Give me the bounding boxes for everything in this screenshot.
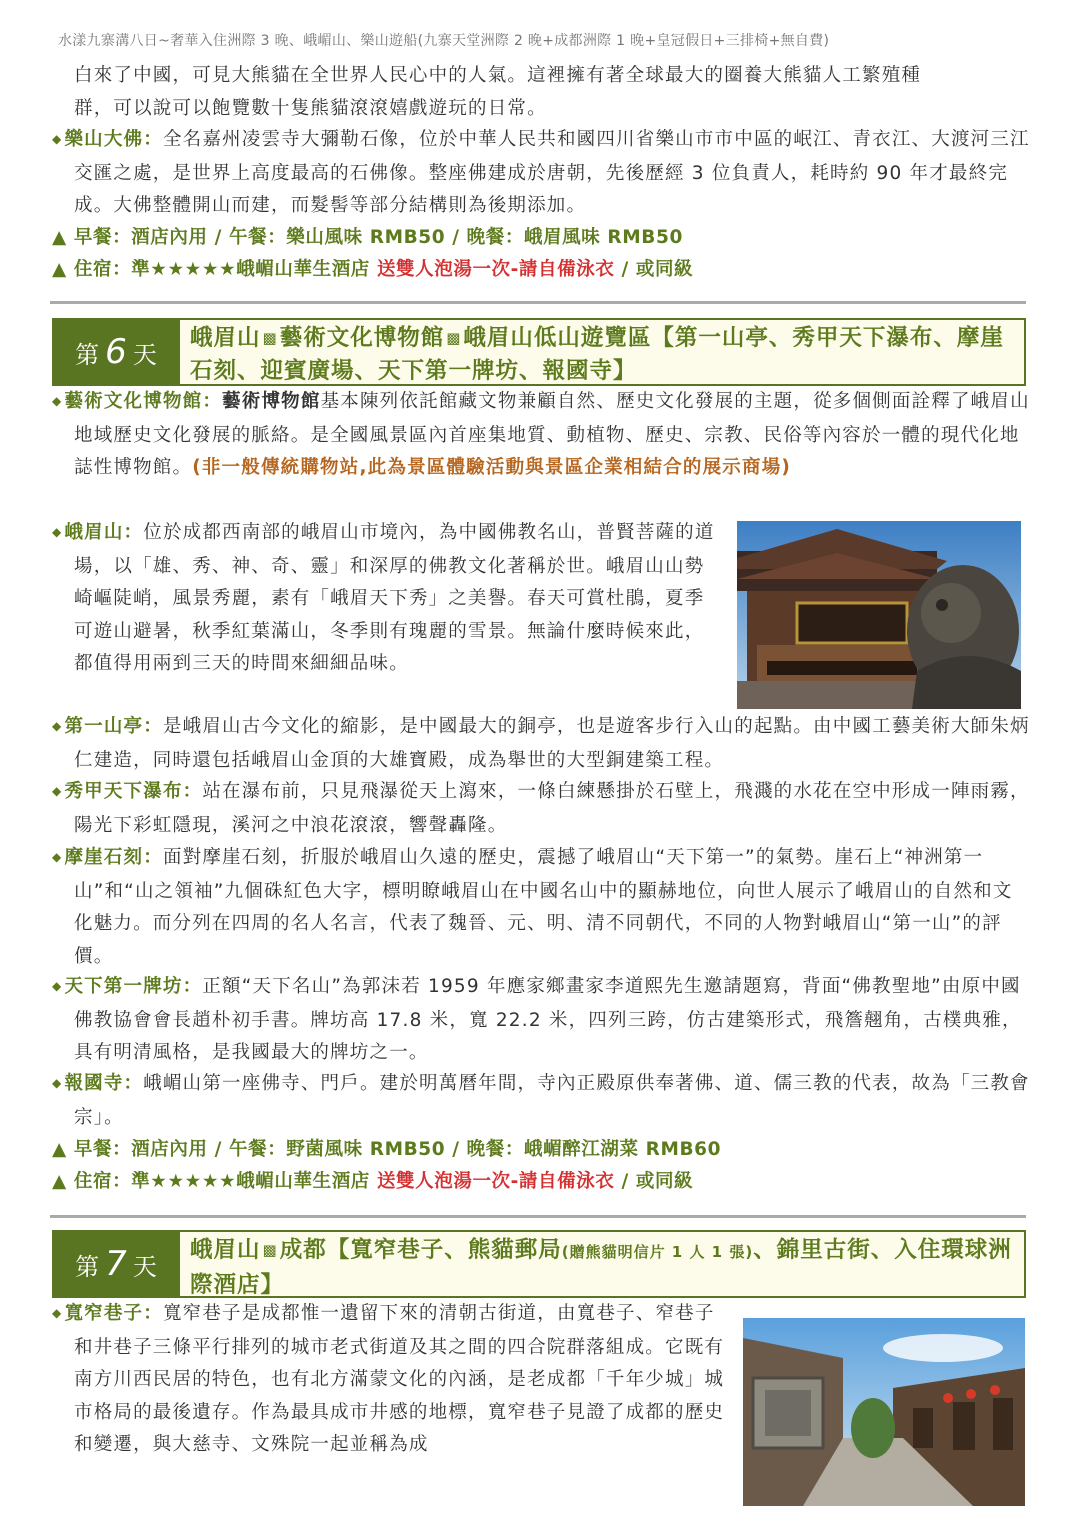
title-segment: 峨眉山低山遊覽區【第一山亭、秀甲天下瀑布、摩崖石刻、迎賓廣場、天下第一牌坊、報國寺】 [190, 325, 1004, 384]
panda-line-2: 群，可以說可以飽覽數十隻熊貓滾滾嬉戲遊玩的日常。 [74, 97, 547, 119]
carving-text: 面對摩崖石刻，折服於峨眉山久遠的歷史，震撼了峨眉山“天下第一”的氣勢。崖石上“神洲第一山”和“山之領袖”九個硃紅色大字，標明瞭峨眉山在中國名山中的顯赫地位，向世人展示了峨眉山的自然和文化魅力。而分列在四周的名人名言，代表了魏晉、元、明、清不同朝代，不同的人物對峨眉山“第一山”的評價。 [74, 847, 1013, 967]
day6-badge [52, 318, 180, 386]
temple-text: 峨嵋山第一座佛寺、門戶。建於明萬曆年間，寺內正殿原供奉著佛、道、儒三教的代表，故為「三教會宗」。 [74, 1073, 1030, 1128]
diamond-bullet-icon: ◆ [52, 850, 63, 864]
carving-label: 摩崖石刻： [64, 847, 163, 868]
day6-meals: ▲ 早餐：酒店內用 / 午餐：野菌風味 RMB50 / 晚餐：峨嵋醉江湖菜 RMB60 [52, 1139, 722, 1160]
leshan-buddha-paragraph [52, 124, 1030, 223]
temple-label: 報國寺： [64, 1073, 144, 1094]
day-label: 第 [75, 340, 100, 369]
leshan-label: 樂山大佛： [64, 129, 163, 150]
baoguo-temple-photo [737, 521, 1021, 709]
carving-paragraph [52, 842, 1030, 973]
diamond-bullet-icon: ◆ [52, 784, 63, 798]
day-label: 第 [75, 1252, 100, 1281]
page-header: 水漾九寨溝八日~奢華入住洲際 3 晚、峨嵋山、樂山遊船(九寨天堂洲際 2 晚+成都洲際 1 晚+皇冠假日+三排椅+無自費) [58, 33, 830, 49]
bus-icon: ▩ [262, 329, 278, 347]
hotel-suffix: / 或同級 [614, 259, 694, 280]
archway-text: 正額“天下名山”為郭沫若 1959 年應家鄉畫家李道熙先生邀請題寫，背面“佛教聖地”由原中國佛教協會會長趙朴初手書。牌坊高 17.8 米，寬 22.2 米，四列三跨，仿古建築形式，飛簷翹角，古樸典雅，具有明清風格，是我國最大的牌坊之一。 [74, 976, 1022, 1063]
diamond-bullet-icon: ◆ [52, 1076, 63, 1090]
bus-icon: ▩ [262, 1241, 278, 1259]
day7-badge [52, 1230, 180, 1298]
day6-hotel [52, 1166, 693, 1198]
museum-text: 基本陳列依託館藏文物兼顧自然、歷史文化發展的主題，從多個側面詮釋了峨眉山地域歷史文化發展的脈絡。是全國風景區內首座集地質、動植物、歷史、宗教、民俗等內容於一體的現代化地誌性博物館。 [74, 391, 1030, 478]
museum-note: (非一般傳統購物站,此為景區體驗活動與景區企業相結合的展示商場) [192, 457, 792, 478]
emei-paragraph [52, 517, 722, 681]
title-note: (贈熊貓明信片 1 人 1 張) [561, 1243, 754, 1261]
day5-hotel [52, 254, 693, 286]
diamond-bullet-icon: ◆ [52, 394, 63, 408]
day7-title [180, 1230, 1026, 1298]
day6-title [180, 318, 1026, 386]
archway-label: 天下第一牌坊： [64, 976, 203, 997]
pavilion-paragraph [52, 711, 1030, 777]
day-unit: 天 [132, 340, 157, 369]
section-divider [50, 301, 1026, 304]
diamond-bullet-icon: ◆ [52, 525, 63, 539]
day-unit: 天 [132, 1252, 157, 1281]
hotel-highlight: 送雙人泡湯一次-請自備泳衣 [376, 1171, 615, 1192]
hotel-suffix: / 或同級 [614, 1171, 694, 1192]
title-segment: 藝術文化博物館 [279, 325, 445, 351]
diamond-bullet-icon: ◆ [52, 1306, 63, 1320]
title-segment: 峨眉山 [190, 1237, 261, 1263]
diamond-bullet-icon: ◆ [52, 719, 63, 733]
alley-label: 寬窄巷子： [64, 1303, 163, 1324]
kuanzhai-alley-photo [743, 1318, 1025, 1506]
museum-bold: 藝術博物館 [222, 391, 321, 412]
emei-label: 峨眉山： [64, 522, 144, 543]
diamond-bullet-icon: ◆ [52, 979, 63, 993]
panda-line-1: 白來了中國，可見大熊貓在全世界人民心中的人氣。這裡擁有著全球最大的圈養大熊貓人工繁殖種 [74, 65, 922, 86]
day-number: 6 [105, 332, 127, 372]
title-segment: 峨眉山 [190, 325, 261, 351]
pavilion-label: 第一山亭： [64, 716, 163, 737]
day-number: 7 [105, 1244, 127, 1284]
waterfall-label: 秀甲天下瀑布： [64, 781, 203, 802]
panda-paragraph [74, 60, 1034, 125]
diamond-bullet-icon: ◆ [52, 132, 63, 146]
waterfall-text: 站在瀑布前，只見飛瀑從天上瀉來，一條白練懸掛於石壁上，飛濺的水花在空中形成一陣雨霧，陽光下彩虹隱現，溪河之中浪花滾滾，響聲轟隆。 [74, 781, 1030, 836]
museum-paragraph [52, 386, 1030, 485]
hotel-prefix: ▲ 住宿：準★★★★★峨嵋山華生酒店 [52, 259, 377, 280]
bus-icon: ▩ [446, 329, 462, 347]
museum-label: 藝術文化博物館： [64, 391, 223, 412]
pavilion-text: 是峨眉山古今文化的縮影，是中國最大的銅亭，也是遊客步行入山的起點。由中國工藝美術大師朱炳仁建造，同時還包括峨眉山金頂的大雄寶殿，成為舉世的大型銅建築工程。 [74, 716, 1030, 771]
title-segment: 成都【寬窄巷子、熊貓郵局 [279, 1237, 562, 1263]
day5-meals: ▲ 早餐：酒店內用 / 午餐：樂山風味 RMB50 / 晚餐：峨眉風味 RMB50 [52, 227, 683, 248]
leshan-text: 全名嘉州凌雲寺大彌勒石像，位於中華人民共和國四川省樂山市市中區的岷江、青衣江、大渡河三江交匯之處，是世界上高度最高的石佛像。整座佛建成於唐朝，先後歷經 3 位負責人，耗時約 90 年才最終完成。大佛整體開山而建，而髮髻等部分結構則為後期添加。 [74, 129, 1030, 216]
waterfall-paragraph [52, 776, 1030, 842]
alley-paragraph [52, 1298, 728, 1462]
emei-text: 位於成都西南部的峨眉山市境內，為中國佛教名山，普賢菩薩的道場，以「雄、秀、神、奇、靈」和深厚的佛教文化著稱於世。峨眉山山勢崎嶇陡峭，風景秀麗，素有「峨眉天下秀」之美譽。春天可賞杜鵑，夏季可遊山避暑，秋季紅葉滿山，冬季則有瑰麗的雪景。無論什麼時候來此，都值得用兩到三天的時間來細細品味。 [74, 522, 715, 674]
hotel-highlight: 送雙人泡湯一次-請自備泳衣 [376, 259, 615, 280]
archway-paragraph [52, 971, 1030, 1070]
alley-text: 寬窄巷子是成都惟一遺留下來的清朝古街道，由寬巷子、窄巷子和井巷子三條平行排列的城市老式街道及其之間的四合院群落組成。它既有南方川西民居的特色，也有北方滿蒙文化的內涵，是老成都「千年少城」城市格局的最後遺存。作為最具成市井感的地標，寬窄巷子見證了成都的歷史和變遷，與大慈寺、文殊院一起並稱為成 [74, 1303, 725, 1455]
temple-paragraph [52, 1068, 1030, 1134]
title-segment: 、錦里古街、入住環球洲際酒店】 [190, 1237, 1012, 1298]
section-divider [50, 1215, 1026, 1218]
hotel-prefix: ▲ 住宿：準★★★★★峨嵋山華生酒店 [52, 1171, 377, 1192]
